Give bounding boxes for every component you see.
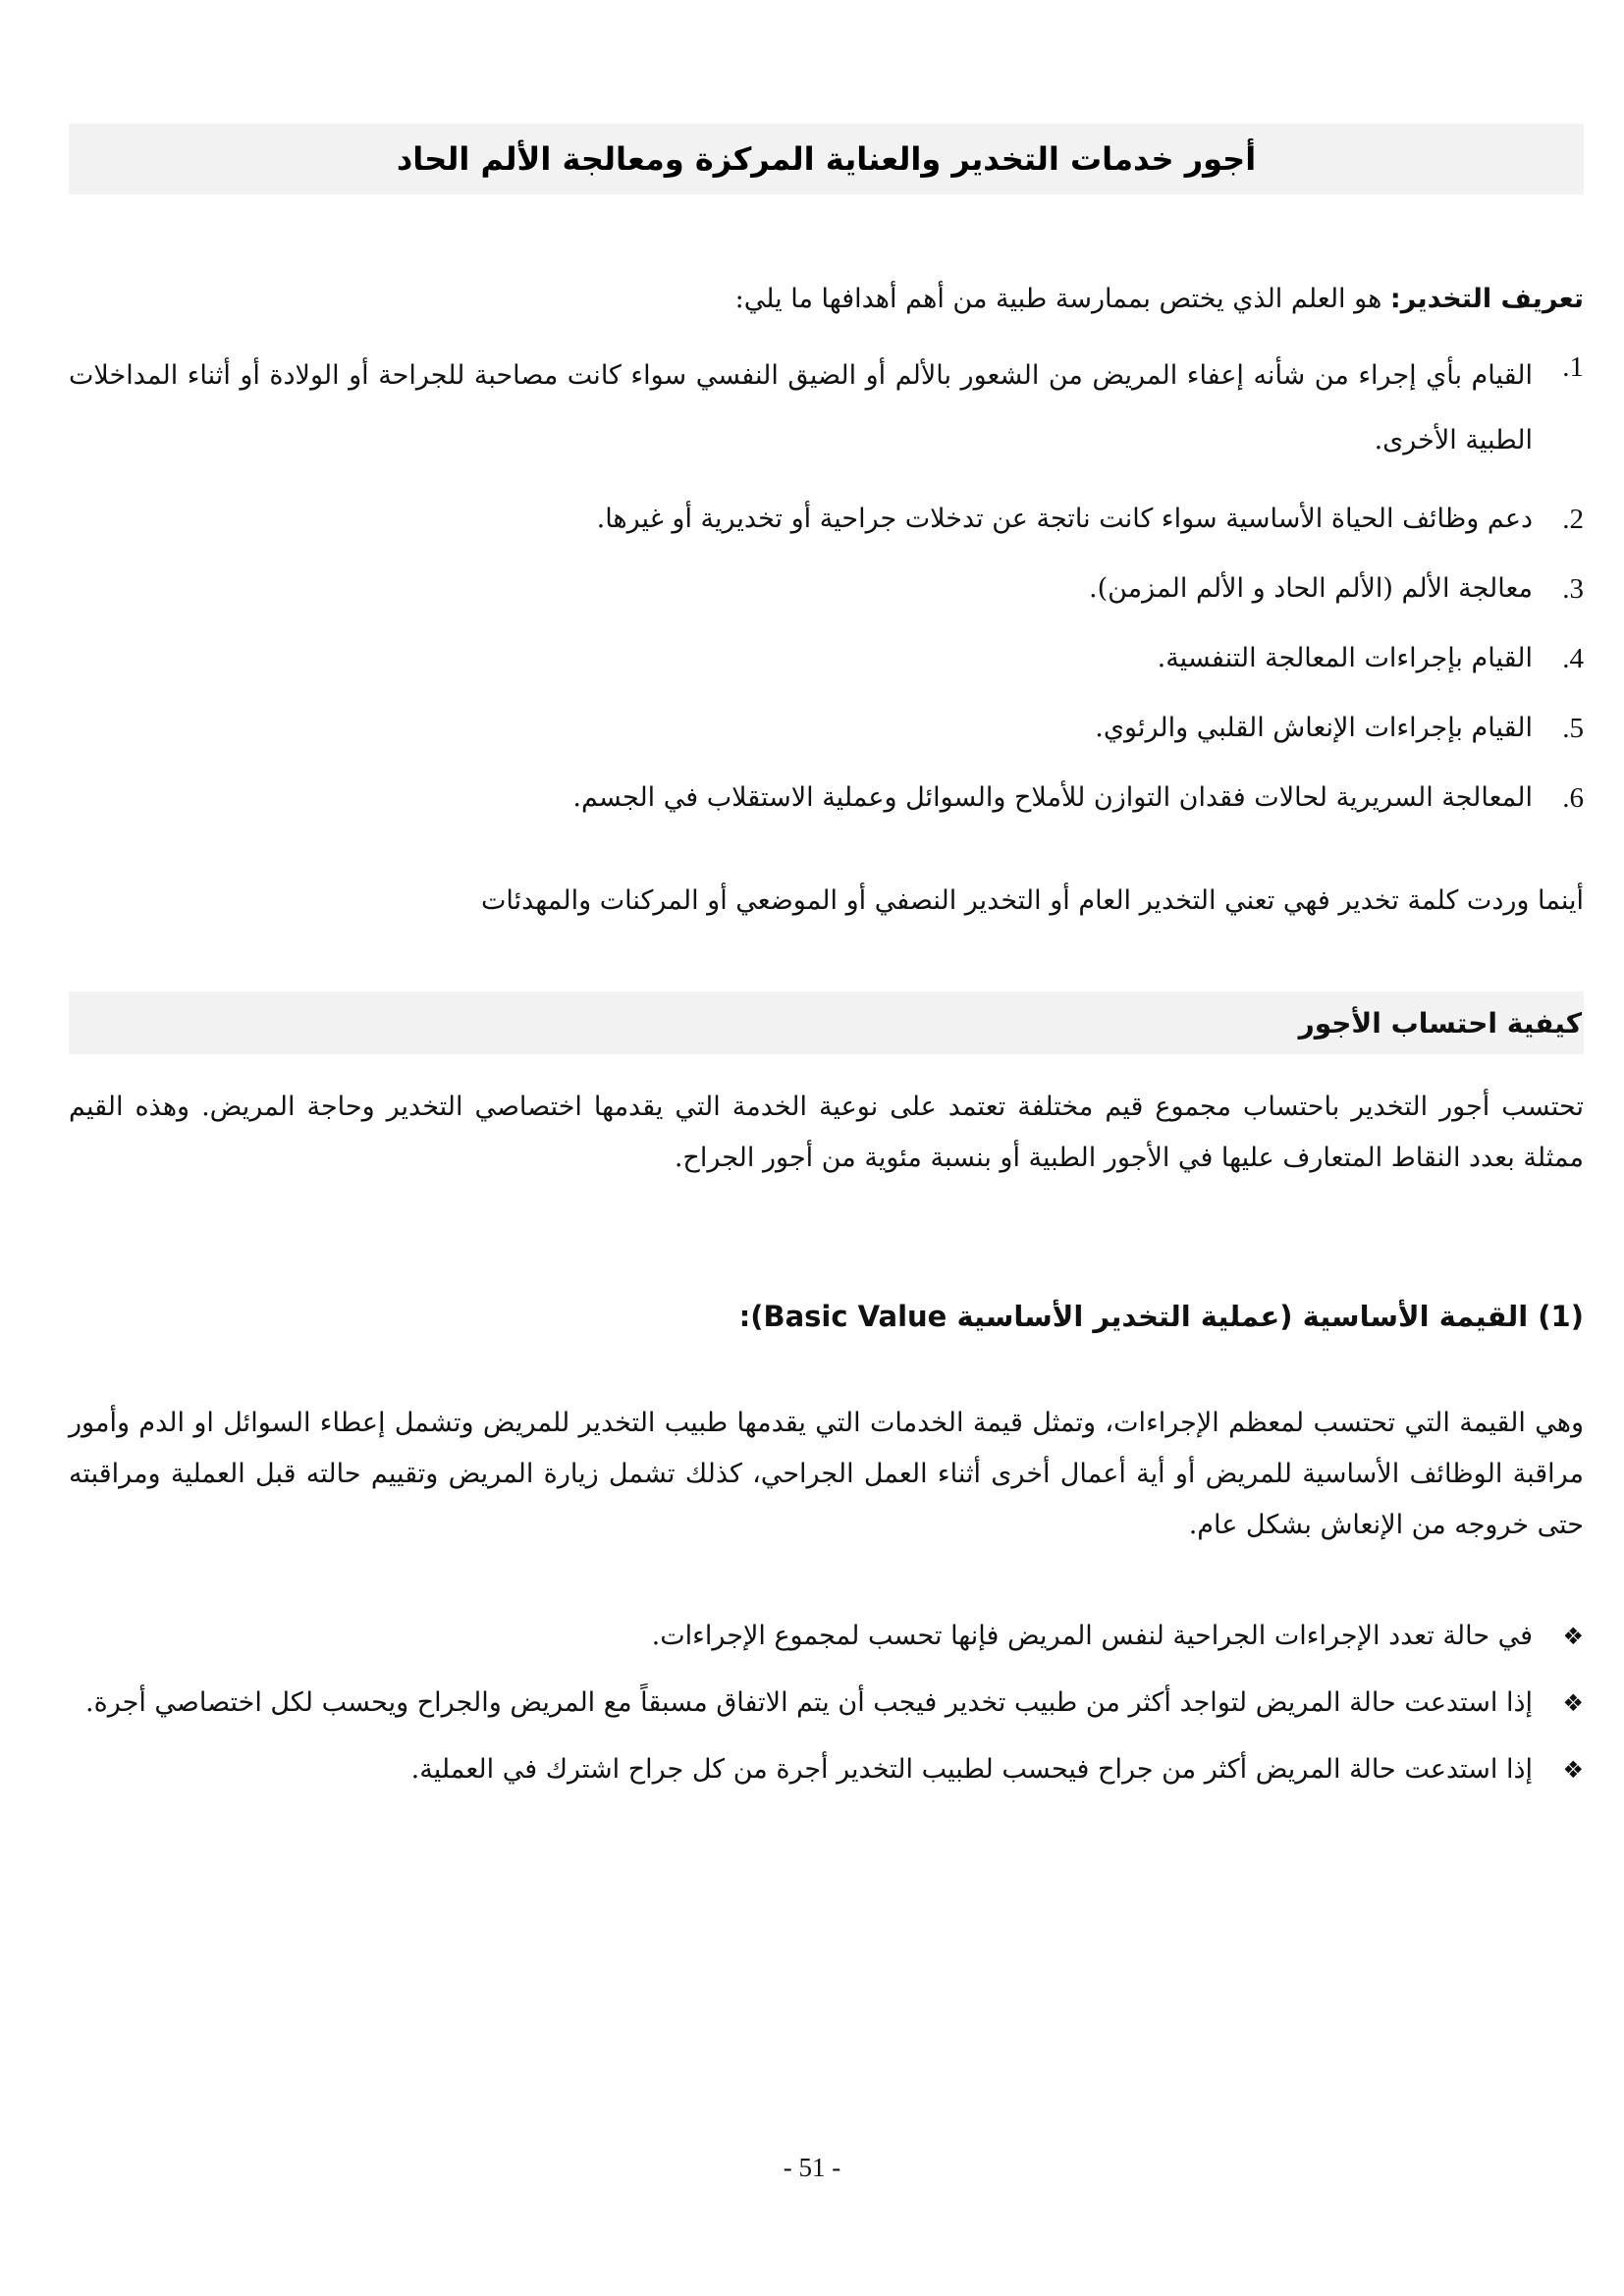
item-text: القيام بأي إجراء من شأنه إعفاء المريض من الشعور بالألم أو الضيق النفسي سواء كانت مصاحبة للجراحة أو الولادة أو أثناء المداخلات الطبية الأخرى.: [69, 360, 1533, 455]
definition-text: هو العلم الذي يختص بممارسة طبية من أهم أهدافها ما يلي:: [734, 284, 1382, 314]
item-text: دعم وظائف الحياة الأساسية سواء كانت ناتجة عن تدخلات جراحية أو تخديرية أو غيرها.: [596, 504, 1533, 534]
list-item: [69, 1606, 1584, 1667]
item-text: القيام بإجراءات الإنعاش القلبي والرئوي.: [1095, 713, 1533, 743]
list-item: [69, 496, 1584, 543]
definition-line: [69, 277, 1584, 322]
item-number: 5.: [1562, 713, 1584, 744]
definition-term: تعريف التخدير:: [1389, 284, 1584, 314]
list-item: [69, 774, 1584, 822]
basic-value-paragraph: وهي القيمة التي تحتسب لمعظم الإجراءات، وتمثل قيمة الخدمات التي يقدمها طبيب التخدير للمريض وتشمل إعطاء السوائل او الدم وأمور مراقبة الوظائف الأساسية للمريض أو أية أعمال أخرى أثناء العمل الجراحي، كذلك تشمل زيارة المريض وتقييم حالته قبل العملية ومراقبته حتى خروجه من الإنعاش بشكل عام.: [69, 1408, 1584, 1540]
diamond-bullet-icon: ❖: [1562, 1689, 1584, 1717]
bullet-text: إذا استدعت حالة المريض لتواجد أكثر من طبيب تخدير فيجب أن يتم الاتفاق مسبقاً مع المريض والجراح ويحسب لكل اختصاصي أجرة.: [85, 1687, 1533, 1718]
list-item: [69, 1673, 1584, 1734]
item-number: 6.: [1562, 782, 1584, 814]
fee-calculation-paragraph: تحتسب أجور التخدير باحتساب مجموع قيم مختلفة تعتمد على نوعية الخدمة التي يقدمها اختصاصي التخدير وحاجة المريض. وهذه القيم ممثلة بعدد النقاط المتعارف عليها في الأجور الطبية أو بنسبة مئوية من أجور الجراح.: [69, 1092, 1584, 1173]
diamond-bullet-icon: ❖: [1562, 1756, 1584, 1784]
basic-value-bullets: [69, 1606, 1584, 1806]
objectives-list: [69, 344, 1584, 844]
list-item: [69, 705, 1584, 752]
list-item: [69, 565, 1584, 613]
page-title: أجور خدمات التخدير والعناية المركزة ومعالجة الألم الحاد: [396, 140, 1257, 178]
section-heading: كيفية احتساب الأجور: [1298, 1006, 1582, 1040]
section-banner: [69, 991, 1584, 1054]
item-text: القيام بإجراءات المعالجة التنفسية.: [1157, 643, 1533, 673]
item-number: 1.: [1562, 351, 1584, 383]
item-number: 3.: [1562, 573, 1584, 605]
bullet-text: إذا استدعت حالة المريض أكثر من جراح فيحسب لطبيب التخدير أجرة من كل جراح اشترك في العملية.: [410, 1754, 1533, 1785]
title-banner: [69, 124, 1584, 194]
page-number: - 51 -: [783, 2153, 841, 2182]
item-number: 4.: [1562, 643, 1584, 674]
list-item: [69, 1739, 1584, 1800]
list-item: [69, 344, 1584, 473]
item-text: المعالجة السريرية لحالات فقدان التوازن للأملاح والسوائل وعملية الاستقلاب في الجسم.: [572, 782, 1533, 813]
basic-value-heading: (1) القيمة الأساسية (عملية التخدير الأساسية Basic Value):: [738, 1300, 1584, 1333]
bullet-text: في حالة تعدد الإجراءات الجراحية لنفس المريض فإنها تحسب لمجموع الإجراءات.: [651, 1621, 1533, 1651]
item-number: 2.: [1562, 504, 1584, 535]
diamond-bullet-icon: ❖: [1562, 1623, 1584, 1650]
item-text: معالجة الألم (الألم الحاد و الألم المزمن).: [1089, 573, 1533, 604]
list-item: [69, 635, 1584, 682]
anesthesia-note: أينما وردت كلمة تخدير فهي تعني التخدير العام أو التخدير النصفي أو الموضعي أو المركنات والمهدئات: [480, 885, 1584, 916]
